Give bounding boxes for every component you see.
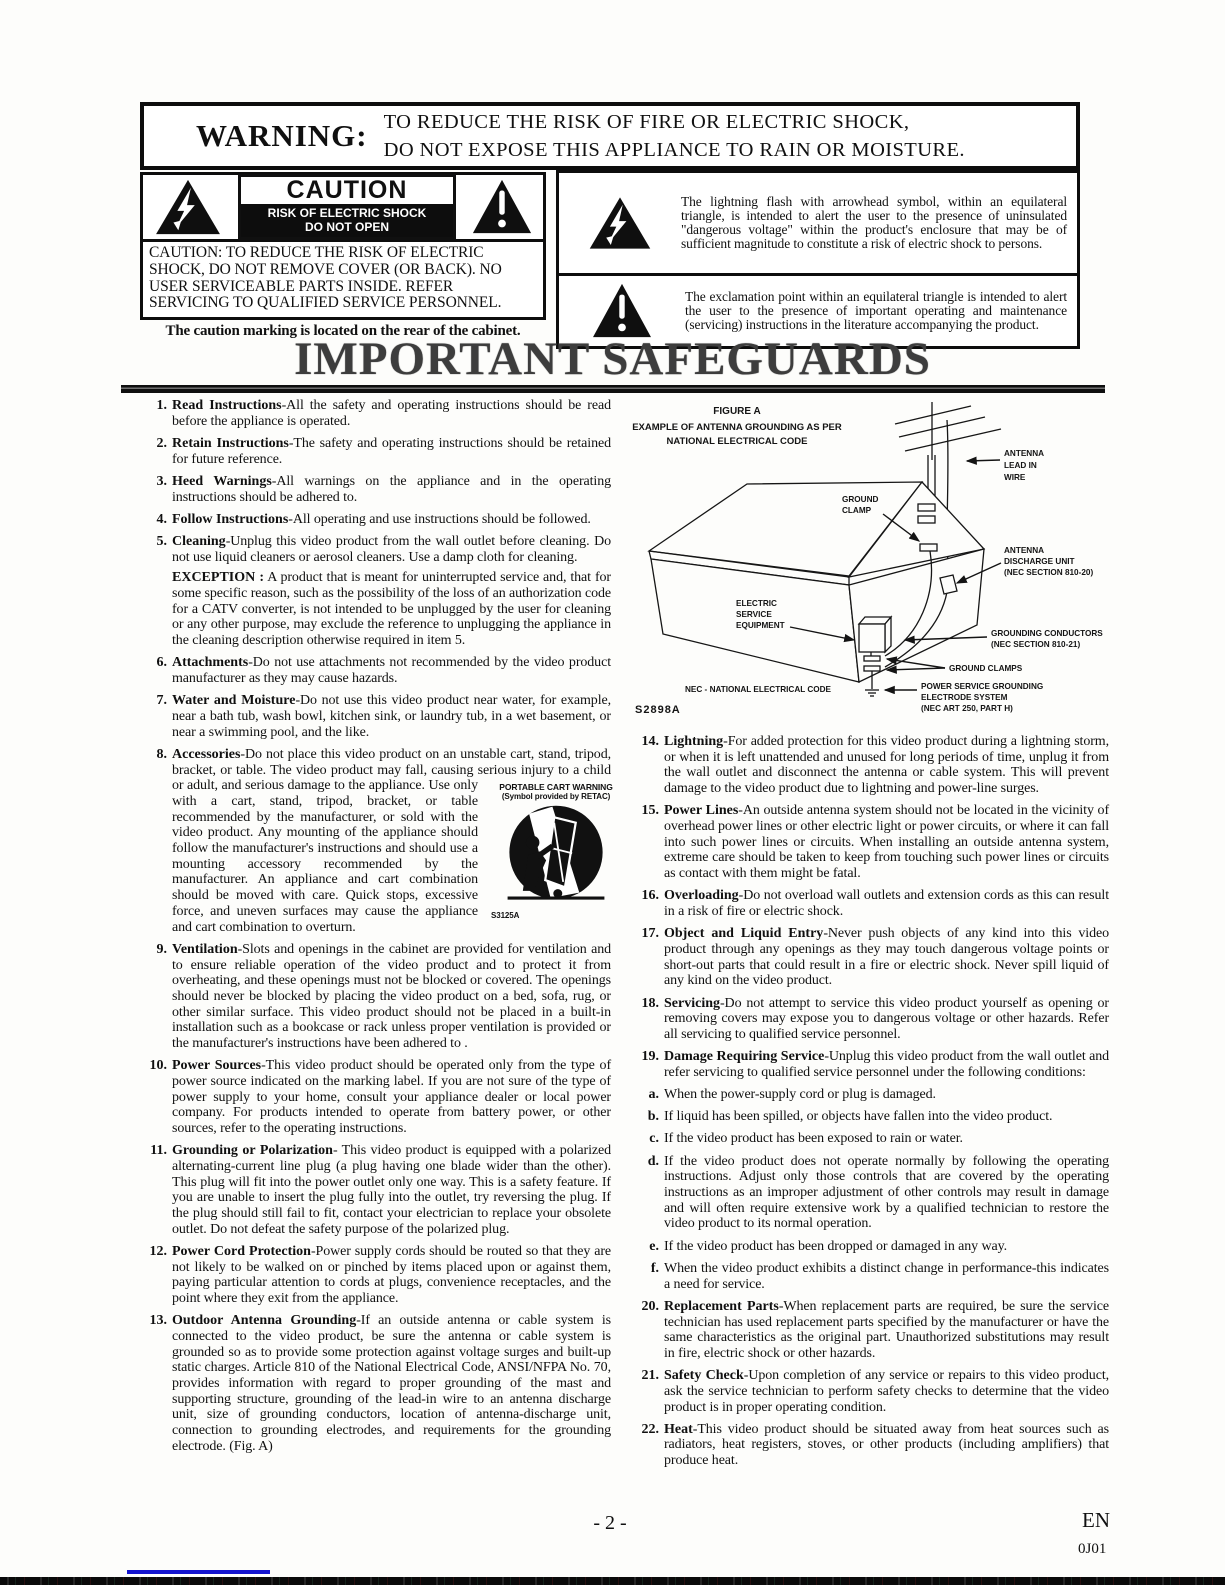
safeguard-item	[133, 534, 611, 649]
figure-title: FIGURE A	[713, 406, 761, 417]
label-ground-clamps: GROUND CLAMPS	[949, 664, 1023, 673]
item-number: 9.	[156, 941, 167, 957]
figure-subtitle-1: EXAMPLE OF ANTENNA GROUNDING AS PER	[632, 422, 842, 433]
lightning-symbol-text: The lightning flash with arrowhead symbol, within an equilateral triangle, is intended to alert the user to the presence of uninsulated "dangerous voltage" within the product's enclosure that may be of sufficient magnitude to constitute a risk of electric shock to persons.	[681, 194, 1067, 251]
safeguard-item	[133, 1143, 611, 1237]
caution-risk-text	[241, 204, 453, 237]
safeguard-item	[133, 747, 611, 935]
safeguards-right-column	[625, 394, 1109, 1475]
safeguard-item	[625, 1239, 1109, 1255]
warning-label: WARNING:	[196, 118, 368, 153]
item-text: Servicing-Do not attempt to service this video product yourself as opening or removing covers may expose you to dangerous voltage or other hazards. Refer all servicing to qualified service personnel.	[664, 995, 1109, 1042]
label-antenna-lead-3: WIRE	[1004, 473, 1026, 482]
item-number: 18.	[641, 995, 659, 1011]
label-antenna-lead-2: LEAD IN	[1004, 461, 1037, 470]
safeguard-item	[625, 803, 1109, 882]
safeguard-item	[133, 398, 611, 429]
item-number: 7.	[156, 693, 167, 709]
page-title: IMPORTANT SAFEGUARDS	[294, 333, 931, 385]
item-text: Outdoor Antenna Grounding-If an outside antenna or cable system is connected to the video product, be sure the antenna or cable system is grounded so as to provide some protection against voltage surges and built-up static charges. Article 810 of the National Electrical Code, ANSI/NFPA No. 70, provides information with regard to proper grounding of the mast and supporting structure, grounding of the lead-in wire to an antenna discharge unit, size of grounding conductors, location of antenna-discharge unit, connection to grounding electrodes, and requirements for the grounding electrode. (Fig. A)	[172, 1313, 611, 1454]
item-text: Power Sources-This video product should be operated only from the type of power source indicated on the marking label. If you are not sure of the type of power supply to your home, consult your appliance dealer or local power company. For products intended to operate from battery power, or other sources, refer to the operating instructions.	[172, 1058, 612, 1137]
item-text: Cleaning-Unplug this video product from the wall outlet before cleaning. Do not use liquid cleaners or aerosol cleaners. Use a damp cloth for cleaning.	[172, 533, 611, 565]
cart-warning-label: PORTABLE CART WARNING	[499, 782, 613, 793]
safeguard-item	[133, 512, 611, 528]
safeguard-item	[625, 1109, 1109, 1125]
item-text: Water and Moisture-Do not use this video product near water, for example, near a bath tub, wash bowl, kitchen sink, or laundry tub, in a wet basement, or near a swimming pool, and the like.	[172, 693, 611, 740]
item-text: Damage Requiring Service-Unplug this video product from the wall outlet and refer servicing to qualified service personnel under the following conditions:	[664, 1049, 1109, 1080]
item-text: Read Instructions-All the safety and operating instructions should be read before the appliance is operated.	[172, 398, 611, 429]
label-electric-2: SERVICE	[736, 610, 772, 619]
safeguard-item	[625, 926, 1109, 989]
item-number: 5.	[156, 533, 167, 549]
safeguard-item	[133, 436, 611, 467]
item-number: 10.	[149, 1058, 167, 1074]
label-power-3: (NEC ART 250, PART H)	[921, 704, 1013, 713]
item-number: 12.	[149, 1243, 167, 1259]
antenna-grounding-diagram	[619, 394, 1109, 734]
item-number: 1.	[156, 398, 167, 413]
figure-nec-note: NEC - NATIONAL ELECTRICAL CODE	[685, 685, 832, 694]
item-text: If the video product does not operate normally by following the operating instructions. Adjust only those controls that are covered by the operating instructions as an improper adjustment of other controls may result in damage and will often require extensive work by a qualified technician to restore the video product to its normal operation.	[664, 1153, 1109, 1232]
document-code: 0J01	[1078, 1541, 1107, 1557]
item-text: When the power-supply cord or plug is damaged.	[664, 1087, 936, 1103]
scan-edge-band	[0, 1577, 1225, 1585]
exclamation-triangle-icon	[470, 177, 534, 237]
item-number: d.	[647, 1153, 659, 1169]
item-number: 3.	[156, 473, 167, 489]
item-text: Heed Warnings-All warnings on the appliance and in the operating instructions should be adhered to.	[172, 473, 611, 505]
cart-warning-sublabel: (Symbol provided by RETAC)	[501, 792, 611, 802]
item-text: When the video product exhibits a distinct change in performance-this indicates a need for service.	[664, 1260, 1109, 1292]
item-text: If liquid has been spilled, or objects have fallen into the video product.	[664, 1109, 1053, 1125]
item-number: 11.	[150, 1143, 167, 1159]
safeguard-item	[625, 734, 1109, 797]
item-number: 16.	[641, 888, 659, 904]
item-exception-text: EXCEPTION : A product that is meant for uninterrupted service and, that for some specific reason, such as the possibility of the loss of an authorization code for a CATV converter, is not intended to be unplugged by the user for cleaning or any other purpose, may exclude the reference to unplugging the appliance in the cleaning description otherwise required in item 5.	[172, 570, 611, 649]
safeguard-item	[625, 1087, 1109, 1103]
caution-caption: The caution marking is located on the rear of the cabinet.	[165, 323, 521, 340]
safeguard-item	[625, 1154, 1109, 1233]
item-number: 8.	[156, 746, 167, 762]
caution-label	[238, 174, 456, 240]
item-number: 6.	[156, 655, 167, 671]
item-text: Overloading-Do not overload wall outlets and extension cords as this can result in a risk of fire or electric shock.	[664, 888, 1109, 920]
title-rule	[121, 385, 1105, 393]
item-number: f.	[650, 1260, 659, 1276]
warning-text	[384, 108, 965, 164]
item-number: b.	[647, 1109, 659, 1125]
warning-line-1: TO REDUCE THE RISK OF FIRE OR ELECTRIC SHOCK,	[383, 111, 910, 133]
label-conductors-1: GROUNDING CONDUCTORS	[991, 629, 1103, 638]
label-antenna-lead-1: ANTENNA	[1004, 449, 1045, 458]
figure-subtitle-2: NATIONAL ELECTRICAL CODE	[666, 436, 808, 447]
cart-figure-code: S3125A	[491, 911, 520, 921]
item-number: 20.	[641, 1298, 659, 1314]
warning-line-2: DO NOT EXPOSE THIS APPLIANCE TO RAIN OR MOISTURE.	[383, 139, 965, 161]
caution-risk-line1: RISK OF ELECTRIC SHOCK	[267, 206, 427, 220]
item-number: a.	[648, 1087, 659, 1103]
caution-risk-line2: DO NOT OPEN	[304, 220, 389, 234]
item-text: If the video product has been dropped or damaged in any way.	[664, 1238, 1007, 1254]
cart-tipping-icon	[497, 803, 615, 907]
lightning-triangle-icon	[152, 177, 224, 237]
label-conductors-2: (NEC SECTION 810-21)	[991, 640, 1081, 649]
item-number: 2.	[156, 435, 167, 451]
item-text: Replacement Parts-When replacement parts are required, be sure the service technician has used replacement parts specified by the manufacturer or have the same characteristics as the original part. Unauthorized substitutions may result in fire, electric shock or other hazards.	[664, 1298, 1109, 1361]
item-text: Lightning-For added protection for this video product during a lightning storm, or when it is left unattended and unused for long periods of time, unplug it from the wall outlet and disconnect the antenna or cable system. This will prevent damage to the video product due to lightning and power-line surges.	[664, 734, 1109, 797]
safeguards-left-column	[133, 398, 611, 1461]
safeguard-item	[625, 1049, 1109, 1080]
warning-box	[140, 102, 1080, 170]
antenna-grounding-figure	[625, 394, 1109, 734]
item-text: Safety Check-Upon completion of any service or repairs to this video product, ask the service technician to perform safety checks to determine that the video product is in proper operating condition.	[664, 1368, 1110, 1415]
item-text: Grounding or Polarization- This video product is equipped with a polarized alternating-current line plug (a plug having one blade wider than the other). This plug will fit into the power outlet only one way. This is a safety feature. If you are unable to insert the plug fully into the outlet, try reversing the plug. If the plug should still fail to fit, contact your electrician to replace your obsolete outlet. Do not defeat the safety purpose of the polarized plug.	[172, 1143, 611, 1237]
label-discharge-3: (NEC SECTION 810-20)	[1004, 568, 1094, 577]
safeguard-item	[133, 942, 611, 1052]
safeguard-item	[625, 1261, 1109, 1292]
item-number: 13.	[149, 1313, 167, 1329]
label-electric-1: ELECTRIC	[736, 599, 777, 608]
page-number: - 2 -	[593, 1512, 627, 1534]
safeguard-item	[625, 1131, 1109, 1147]
safeguard-item	[625, 1422, 1109, 1469]
item-number: 4.	[156, 511, 167, 527]
item-text: Accessories-Do not place this video product on an unstable cart, stand, tripod, bracket, or table. The video product may fall, causing serious injury to PORTABLE CART WARNING (Symbol provided by RETAC) S3125A a child or adult, and serious damage to the appliance. Use only with a cart, stand, tripod, bracket, or table recommended by the manufacturer, or sold with the video product. Any mounting of the appliance should follow the manufacturer's instructions and should use a mounting accessory recommended by the manufacturer. An appliance and cart combination should be moved with care. Quick stops, excessive force, and uneven surfaces may cause the appliance and cart combination to overturn.	[172, 747, 611, 935]
safeguard-item	[133, 1058, 611, 1137]
item-number: e.	[649, 1238, 659, 1254]
safeguard-item	[625, 1299, 1109, 1362]
item-number: 22.	[641, 1421, 659, 1437]
safeguard-item	[133, 1244, 611, 1307]
item-number: 15.	[641, 803, 659, 819]
label-discharge-2: DISCHARGE UNIT	[1004, 557, 1075, 566]
safeguard-item	[133, 1313, 611, 1454]
caution-assembly	[140, 172, 546, 340]
label-discharge-1: ANTENNA	[1004, 546, 1045, 555]
safeguard-item	[625, 996, 1109, 1043]
figure-code: S2898A	[635, 704, 681, 716]
symbol-explanation-box	[556, 170, 1080, 349]
blue-underline	[127, 1570, 270, 1574]
item-number: 14.	[641, 734, 659, 749]
item-number: 21.	[641, 1368, 659, 1384]
item-text: Attachments-Do not use attachments not recommended by the video product manufacturer as they may cause hazards.	[172, 655, 611, 687]
item-text: Retain Instructions-The safety and operating instructions should be retained for future reference.	[172, 435, 611, 467]
label-power-1: POWER SERVICE GROUNDING	[921, 682, 1044, 691]
safeguards-right-items	[625, 734, 1109, 1469]
safeguard-item	[133, 655, 611, 686]
label-ground-clamp-2: CLAMP	[842, 506, 872, 515]
language-code: EN	[1082, 1508, 1110, 1532]
lightning-symbol-row	[559, 173, 1077, 273]
item-text: Power Cord Protection-Power supply cords should be routed so that they are not likely to be walked on or pinched by items placed upon or against them, paying particular attention to cords at plugs, convenience receptacles, and the point where they exit from the appliance.	[172, 1243, 611, 1307]
exclamation-symbol-text: The exclamation point within an equilateral triangle is intended to alert the user to the presence of important operating and maintenance (servicing) instructions in the literature accompanying the product.	[685, 289, 1067, 332]
item-number: 19.	[641, 1049, 659, 1065]
safeguard-item	[133, 474, 611, 505]
lightning-triangle-icon	[587, 193, 653, 253]
item-text: If the video product has been exposed to rain or water.	[664, 1131, 963, 1147]
item-text: Power Lines-An outside antenna system should not be located in the vicinity of overhead power lines or other electric light or power circuits, or where it can fall into such power lines or circuits. When installing an outside antenna system, extreme care should be taken to keep from touching such power lines or circuits as contact with them might be fatal.	[664, 803, 1110, 882]
caution-title: CAUTION	[241, 177, 453, 204]
item-number: 17.	[641, 926, 659, 942]
portable-cart-warning-figure	[487, 782, 625, 924]
safeguard-item	[133, 693, 611, 740]
item-text: Follow Instructions-All operating and use instructions should be followed.	[172, 511, 591, 527]
safeguard-item	[625, 1368, 1109, 1415]
item-number: c.	[649, 1131, 659, 1147]
item-text: Ventilation-Slots and openings in the cabinet are provided for ventilation and to ensure reliable operation of the video product and to protect it from overheating, and these openings must not be blocked or covered. The openings should never be blocked by placing the video product on a bed, sofa, rug, or other similar surface. This video product should not be placed in a built-in installation such as a bookcase or rack unless proper ventilation is provided or the manufacturer's instructions have been adhered to .	[172, 941, 611, 1052]
label-power-2: ELECTRODE SYSTEM	[921, 693, 1008, 702]
label-electric-3: EQUIPMENT	[736, 621, 785, 630]
caution-graphic-box	[140, 172, 546, 242]
safeguard-item	[625, 888, 1109, 919]
item-text: Object and Liquid Entry-Never push objects of any kind into this video product through any openings as they may touch dangerous voltage points or short-out parts that could result in a fire or electric shock. Never spill liquid of any kind on the video product.	[664, 926, 1109, 989]
caution-body-text: CAUTION: TO REDUCE THE RISK OF ELECTRIC SHOCK, DO NOT REMOVE COVER (OR BACK). NO USER SERVICEABLE PARTS INSIDE. REFER SERVICING TO QUALIFIED SERVICE PERSONNEL.	[140, 242, 546, 320]
item-text: Heat-This video product should be situated away from heat sources such as radiators, heat registers, stoves, or other products (including amplifiers) that produce heat.	[664, 1421, 1109, 1469]
label-ground-clamp-1: GROUND	[842, 495, 879, 504]
